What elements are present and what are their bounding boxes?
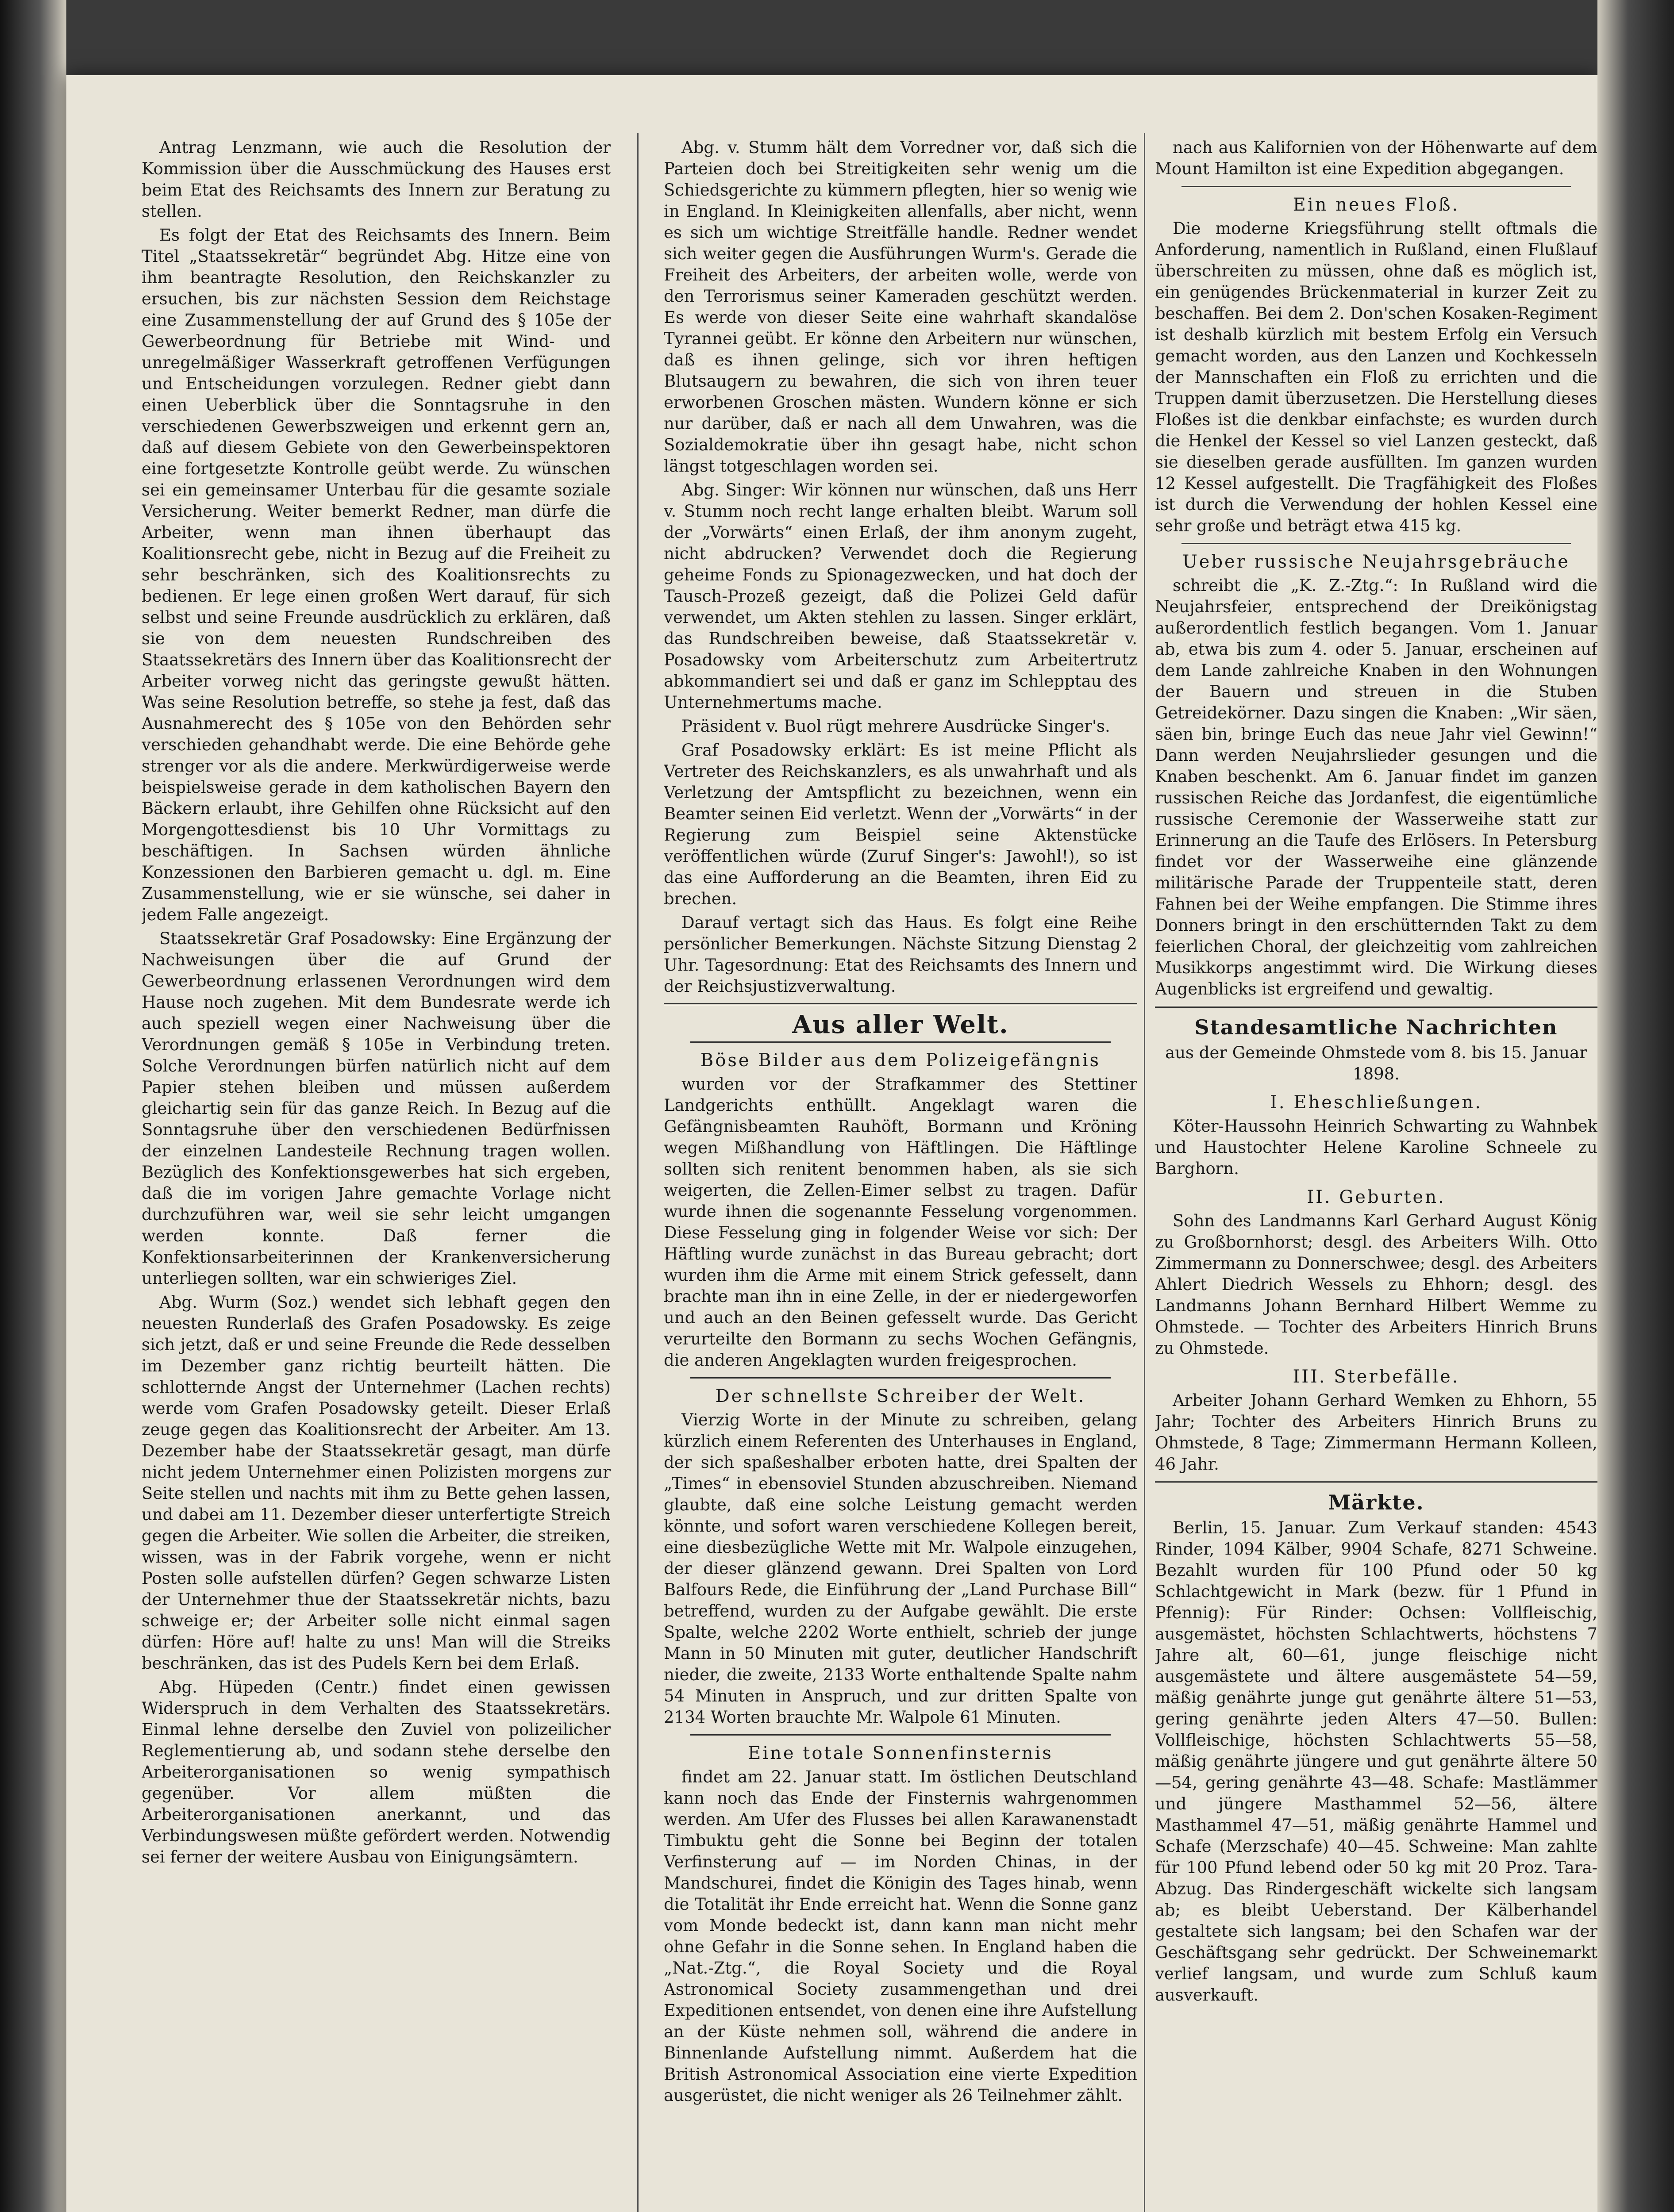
divider — [690, 1377, 1111, 1379]
section-divider — [1155, 1481, 1597, 1483]
divider — [1181, 543, 1571, 544]
column-rule-1 — [637, 133, 639, 2212]
section-subtitle: aus der Gemeinde Ohmstede vom 8. bis 15. Januar 1898. — [1165, 1043, 1587, 1083]
article-heading: Eine totale Sonnenfinsternis — [748, 1743, 1053, 1763]
article-text: schreibt die „K. Z.-Ztg.“: In Rußland wird die Neujahrsfeier, entsprechend der Dreikönigstag außerordentlich festlich begangen. Vom 1. Januar ab, etwa bis zum 4. oder 5. Januar, erscheinen auf dem Lande zahlreiche Knaben in den Wohnungen der Bauern und streuen in die Stuben Getreidekörner. Dazu singen die Knaben: „Wir säen, säen bin, bringe Euch das neue Jahr viel Gewinn!“ Dann werden Neujahrslieder gesungen und die Knaben beschenkt. Am 6. Januar findet im ganzen russischen Reiche das Jordanfest, die eigentümliche russische Ceremonie der Wasserweihe statt zur Erinnerung an die Taufe des Erlösers. In Petersburg findet vor der Wasserweihe eine glänzende militärische Parade der Truppenteile statt, deren Fahnen bei der Weihe empfangen. Die Stimme ihres Donners bringt in den erschütternden Takt zu dem feierlichen Choral, der gleichzeitig vom zahlreichen Musikkorps angestimmt wird. Die Wirkung dieses Augenblicks ist ergreifend und gewaltig. — [1155, 576, 1597, 998]
section-divider — [664, 1003, 1137, 1005]
subsection-heading: III. Sterbefälle. — [1293, 1367, 1460, 1387]
paragraph: Abg. Singer: Wir können nur wünschen, daß uns Herr v. Stumm noch recht lange erhalten bleibt. Warum soll der „Vorwärts“ einen Erlaß, der ihm anonym zugeht, nicht abdrucken? Verwendet doch die Regierung geheime Fonds zu Spionagezwecken, und hat doch der Tausch-Prozeß gezeigt, daß die Polizei Geld dafür verwendet, um Akten stehlen zu lassen. Singer erklärt, das Rundschreiben beweise, daß Staatssekretär v. Posadowsky vom Arbeiterschutz zum Arbeitertrutz abkommandiert sei und daß er ganz im Schlepptau des Unternehmertums mache. — [664, 480, 1137, 712]
paragraph: Abg. v. Stumm hält dem Vorredner vor, daß sich die Parteien doch bei Streitigkeiten sehr wenig um die Schiedsgerichte zu kümmern pflegten, hier so wenig wie in England. In Kleinigkeiten allenfalls, aber nicht, wenn es sich um wichtige Streitfälle handle. Redner wendet sich weiter gegen die Ausführungen Wurm's. Gerade die Freiheit des Arbeiters, der arbeiten wolle, werde von den Terrorismus seiner Kameraden geschützt werden. Es werde von dieser Seite eine wahrhaft skandalöse Tyrannei geübt. Er könne den Arbeitern nur wünschen, daß es ihnen gelinge, sich vor ihren heftigen Blutsaugern zu bewahren, die sich von ihren teuer erworbenen Groschen mästen. Wundern könne er sich nur darüber, daß er nach all dem Unwahren, was die Sozialdemokratie über ihn gesagt habe, nicht schon längst totgeschlagen worden sei. — [664, 138, 1137, 476]
paragraph: Antrag Lenzmann, wie auch die Resolution der Kommission über die Ausschmückung des Hauses erst beim Etat des Reichsamts des Innern zur Beratung zu stellen. — [142, 138, 611, 221]
column-rule-2 — [1144, 133, 1145, 2212]
paragraph: Staatssekretär Graf Posadowsky: Eine Ergänzung der Nachweisungen über die auf Grund der Gewerbeordnung erlassenen Verordnungen wird dem Hause noch zugehen. Mit dem Bundesrate werde ich auch speziell wegen einer Nachweisung über die Verordnungen gemäß § 105e in Verbindung treten. Solche Verordnungen bürfen natürlich nicht auf dem Papier stehen bleiben und müssen außerdem gleichartig sein für das ganze Reich. In Bezug auf die Sonntagsruhe über den verschiedenen Bedürfnissen der einzelnen Landesteile Rechnung tragen wollen. Bezüglich des Konfektionsgewerbes hat sich ergeben, daß die im vorigen Jahre gemachte Vorlage nicht durchzuführen war, weil sie sehr leicht umgangen werden konnte. Daß ferner die Konfektionsarbeiterinnen der Krankenversicherung unterliegen sollten, war ein schwieriges Ziel. — [142, 929, 611, 1288]
paragraph: Abg. Hüpeden (Centr.) findet einen gewissen Widerspruch in dem Verhalten des Staatssekretärs. Einmal lehne derselbe den Zuviel von polizeilicher Reglementierung ab, und sodann stehe derselbe den Arbeiterorganisationen so wenig sympathisch gegenüber. Vor allem müßten die Arbeiterorganisationen anerkannt, und das Verbindungswesen müßte gefördert werden. Notwendig sei ferner der weitere Ausbau von Einigungsämtern. — [142, 1678, 611, 1866]
paragraph: Darauf vertagt sich das Haus. Es folgt eine Reihe persönlicher Bemerkungen. Nächste Sitzung Dienstag 2 Uhr. Tagesordnung: Etat des Reichsamts des Innern und der Reichsjustizverwaltung. — [664, 913, 1137, 996]
article-text: Sohn des Landmanns Karl Gerhard August König zu Großbornhorst; desgl. des Arbeiters Wilh. Otto Zimmermann zu Donnerschwee; desgl. des Arbeiters Ahlert Diedrich Wessels zu Ehhorn; desgl. des Landmanns Johann Bernhard Hilbert Wemme zu Ohmstede. — Tochter des Arbeiters Hinrich Bruns zu Ohmstede. — [1155, 1211, 1597, 1358]
article-text: Arbeiter Johann Gerhard Wemken zu Ehhorn, 55 Jahr; Tochter des Arbeiters Hinrich Bruns zu Ohmstede, 8 Tage; Zimmermann Hermann Kolleen, 46 Jahr. — [1155, 1391, 1597, 1474]
subsection-heading: II. Geburten. — [1307, 1187, 1446, 1207]
article-text: Köter-Haussohn Heinrich Schwarting zu Wahnbek und Haustochter Helene Karoline Schneele zu Barghorn. — [1155, 1117, 1597, 1178]
section-title: Märkte. — [1328, 1490, 1424, 1514]
section-title: Aus aller Welt. — [792, 1010, 1009, 1039]
paragraph: nach aus Kalifornien von der Höhenwarte auf dem Mount Hamilton ist eine Expedition abgegangen. — [1155, 138, 1597, 178]
article-text: wurden vor der Strafkammer des Stettiner Landgerichts enthüllt. Angeklagt waren die Gefängnisbeamten Rauhöft, Bormann und Kröning wegen Mißhandlung von Häftlingen. Die Häftlinge sollten sich renitent benommen haben, als sie sich weigerten, die Zellen-Eimer selbst zu tragen. Dafür wurde ihnen die sogenannte Fesselung vorgenommen. Diese Fesselung ging in folgender Weise vor sich: Der Häftling wurde zunächst in das Bureau gebracht; dort wurden ihm die Arme mit einem Strick gefesselt, dann brachte man ihn in eine Zelle, in der er niedergeworfen und auch an den Beinen gefesselt wurde. Das Gericht verurteilte den Bormann zu sechs Wochen Gefängnis, die anderen Angeklagten wurden freigesprochen. — [664, 1075, 1137, 1370]
divider — [1181, 186, 1571, 187]
paragraph: Graf Posadowsky erklärt: Es ist meine Pflicht als Vertreter des Reichskanzlers, es als unwahrhaft und als Verletzung der Amtspflicht zu bezeichnen, wenn ein Beamter seinen Eid verletzt. Wenn der „Vorwärts“ in der Regierung zum Beispiel seine Aktenstücke veröffentlichen würde (Zuruf Singer's: Jawohl!), so ist das eine Aufforderung an die Beamten, ihren Eid zu brechen. — [664, 741, 1137, 908]
article-text: findet am 22. Januar statt. Im östlichen Deutschland kann noch das Ende der Finsternis wahrgenommen werden. Am Ufer des Flusses bei allen Karawanenstadt Timbuktu geht die Sonne bei Beginn der totalen Verfinsterung auf — im Norden Chinas, in der Mandschurei, findet die Königin des Tages hinab, wenn die Totalität ihr Ende erreicht hat. Wenn die Sonne ganz vom Monde bedeckt ist, dann kann man nicht mehr ohne Gefahr in die Sonne sehen. In England haben die „Nat.-Ztg.“, die Royal Society und die Royal Astronomical Society zusammengethan und drei Expeditionen entsendet, von denen eine ihre Aufstellung an der Küste nehmen soll, während die andere in Binnenlande Aufstellung nimmt. Außerdem hat die British Astronomical Association eine vierte Expedition ausgerüstet, die nicht weniger als 26 Teilnehmer zählt. — [664, 1767, 1137, 2105]
book-gutter-left — [0, 0, 66, 2212]
section-title: Standesamtliche Nachrichten — [1194, 1015, 1558, 1039]
article-heading: Der schnellste Schreiber der Welt. — [715, 1386, 1086, 1406]
paragraph: Es folgt der Etat des Reichsamts des Innern. Beim Titel „Staatssekretär“ begründet Abg. Hitze eine von ihm beantragte Resolution, den Reichskanzler zu ersuchen, bis zur nächsten Session dem Reichstage eine Zusammenstellung der auf Grund des § 105e der Gewerbeordnung für Betriebe mit Wind- und unregelmäßiger Wasserkraft getroffenen Verfügungen und Entscheidungen vorzulegen. Redner giebt dann einen Ueberblick über die Sonntagsruhe in den verschiedenen Gewerbszweigen und erkennt gern an, daß auf diesem Gebiete von den Gewerbeinspektoren eine fortgesetzte Kontrolle geübt werde. Zu wünschen sei ein gemeinsamer Unterbau für die gesamte soziale Versicherung. Weiter bemerkt Redner, man dürfe die Arbeiter, wenn man ihnen überhaupt das Koalitionsrecht gebe, nicht in Bezug auf die Freiheit zu sehr beschränken, sich des Koalitionsrechts zu bedienen. Er lege einen großen Wert darauf, für sich selbst und seine Freunde ausdrücklich zu erklären, daß sie von dem neuesten Rundschreiben des Staatssekretärs des Innern über das Koalitionsrecht der Arbeiter vorweg nicht das geringste gewußt hätten. Was seine Resolution betreffe, so stehe ja fest, daß das Ausnahmerecht des § 105e von den Behörden sehr verschieden gehandhabt werde. Die eine Behörde gehe strenger vor als die andere. Merkwürdigerweise werde beispielsweise gerade in dem katholischen Bayern den Bäckern erlaubt, ihre Gehilfen ohne Rücksicht auf den Morgengottesdienst bis 10 Uhr Vormittags zu beschäftigen. In Sachsen würden ähnliche Konzessionen den Barbieren gemacht u. dgl. m. Eine Zusammenstellung, wie er sie wünsche, sei daher in jedem Falle angezeigt. — [142, 226, 611, 924]
article-heading: Ein neues Floß. — [1293, 195, 1460, 215]
column-1 — [142, 137, 611, 2212]
article-text: Berlin, 15. Januar. Zum Verkauf standen: 4543 Rinder, 1094 Kälber, 9904 Schafe, 8271 Schweine. Bezahlt wurden für 100 Pfund oder 50 kg Schlachtgewicht in Mark (bezw. für 1 Pfund in Pfennig): Für Rinder: Ochsen: Vollfleischig, ausgemästet, höchsten Schlachtwerts, höchstens 7 Jahre alt, 60—61, junge fleischige nicht ausgemästete und ältere ausgemästete 54—59, mäßig genährte junge gut genährte ältere 51—53, gering genährte jeden Alters 47—50. Bullen: Vollfleischige, höchsten Schlachtwerts 55—58, mäßig genährte jüngere und gut genährte ältere 50—54, gering genährte 43—48. Schafe: Mastlämmer und jüngere Masthammel 52—56, ältere Masthammel 47—51, mäßig genährte Hammel und Schafe (Merzschafe) 40—45. Schweine: Man zahlte für 100 Pfund lebend oder 50 kg mit 20 Proz. Tara-Abzug. Das Rindergeschäft wickelte sich langsam ab; es bleibt Ueberstand. Der Kälberhandel gestaltete sich langsam; bei den Schafen war der Geschäftsgang sehr gedrückt. Der Schweinemarkt verlief langsam, und wurde zum Schluß kaum ausverkauft. — [1155, 1518, 1597, 2005]
section-divider — [1155, 1006, 1597, 1008]
column-2 — [664, 137, 1137, 2212]
article-heading: Böse Bilder aus dem Polizeigefängnis — [700, 1050, 1101, 1071]
column-3 — [1155, 137, 1597, 2212]
article-text: Vierzig Worte in der Minute zu schreiben, gelang kürzlich einem Referenten des Unterhauses in England, der sich spaßeshalber erboten hatte, drei Spalten der „Times“ in ebensoviel Stunden abzuschreiben. Niemand glaubte, daß eine solche Leistung gemacht werden könnte, und sofort waren verschiedene Kollegen bereit, eine diesbezügliche Wette mit Mr. Walpole einzugehen, der dieser glänzend gewann. Drei Spalten von Lord Balfours Rede, die Einführung der „Land Purchase Bill“ betreffend, wurden zu der Aufgabe gewählt. Die erste Spalte, welche 2202 Worte enthielt, schrieb der junge Mann in 50 Minuten mit guter, deutlicher Handschrift nieder, die zweite, 2133 Worte enthaltende Spalte nahm 54 Minuten in Anspruch, und zur dritten Spalte von 2134 Worten brauchte Mr. Walpole 61 Minuten. — [664, 1410, 1137, 1727]
paragraph: Präsident v. Buol rügt mehrere Ausdrücke Singer's. — [681, 717, 1110, 736]
book-gutter-right — [1597, 0, 1674, 2212]
subsection-heading: I. Eheschließungen. — [1270, 1092, 1482, 1113]
divider — [690, 1734, 1111, 1736]
paragraph: Abg. Wurm (Soz.) wendet sich lebhaft gegen den neuesten Runderlaß des Grafen Posadowsky. Es zeige sich jetzt, daß er und seine Freunde die Rede desselben im Dezember ganz richtig beurteilt hätten. Die schlotternde Angst der Unternehmer (Lachen rechts) werde vom Grafen Posadowsky geteilt. Dieser Erlaß zeuge gegen das Koalitionsrecht der Arbeiter. Am 13. Dezember habe der Staatssekretär gesagt, man dürfe nicht jedem Unternehmer einen Polizisten morgens zur Seite stellen und nachts mit ihm zu Bette gehen lassen, und dabei am 11. Dezember dieser unterfertigte Streich gegen die Arbeiter. Wie sollen die Arbeiter, die streiken, wissen, was in der Fabrik vorgehe, wenn er nicht Posten solle aufstellen dürfen? Gegen schwarze Listen der Unternehmer thue der Staatssekretär nichts, bazu schweige er; der Arbeiter solle nicht einmal sagen dürfen: Höre auf! halte zu uns! Man will die Streiks beschränken, das ist des Pudels Kern bei dem Erlaß. — [142, 1293, 611, 1673]
article-heading: Ueber russische Neujahrsgebräuche — [1182, 552, 1570, 572]
divider — [690, 1041, 1111, 1043]
article-text: Die moderne Kriegsführung stellt oftmals die Anforderung, namentlich in Rußland, einen Flußlauf überschreiten zu müssen, ohne daß es möglich ist, ein genügendes Brückenmaterial in kurzer Zeit zu beschaffen. Bei dem 2. Don'schen Kosaken-Regiment ist deshalb kürzlich mit bestem Erfolg ein Versuch gemacht worden, aus den Lanzen und Kochkesseln der Mannschaften ein Floß zu errichten und die Truppen damit überzusetzen. Die Herstellung dieses Floßes ist die denkbar einfachste; es wurden durch die Henkel der Kessel so viel Lanzen gesteckt, daß sie dieselben gerade ausfüllten. Im ganzen wurden 12 Kessel aufgestellt. Die Tragfähigkeit des Floßes ist durch die Verwendung der hohlen Kessel eine sehr große und beträgt etwa 415 kg. — [1155, 219, 1597, 535]
